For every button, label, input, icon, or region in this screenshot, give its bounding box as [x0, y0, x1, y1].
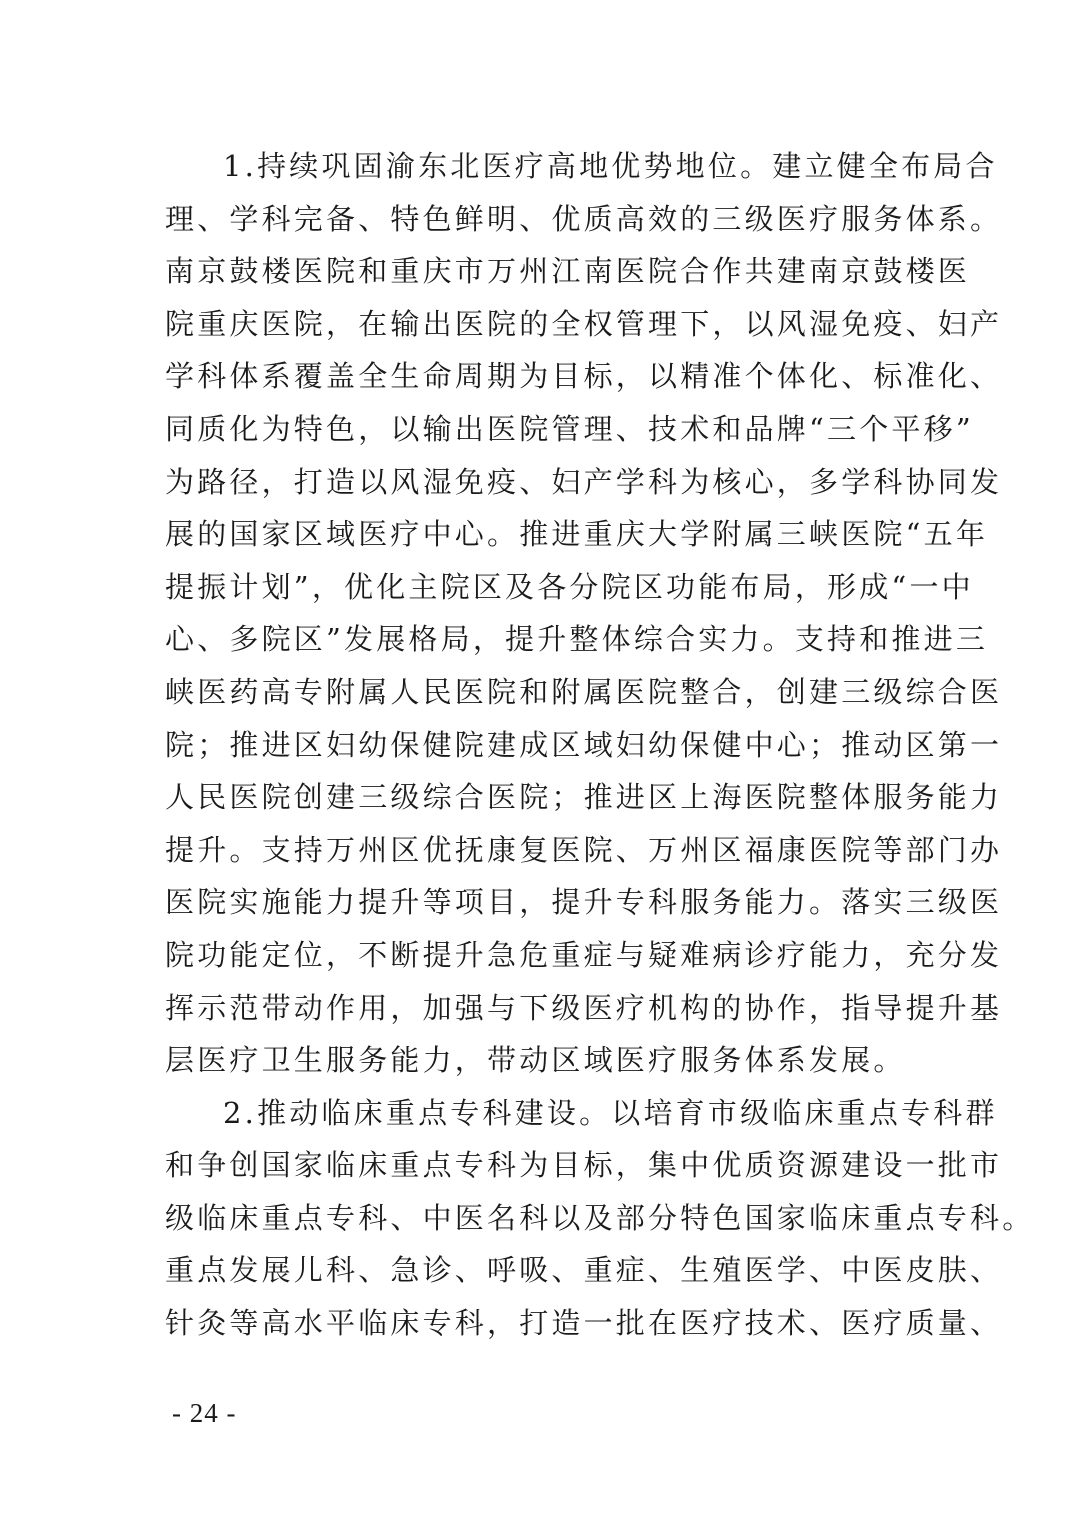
paragraph-1-line-5: 学科体系覆盖全生命周期为目标，以精准个体化、标准化、 — [165, 359, 1003, 394]
paragraph-1-line-18: 层医疗卫生服务能力，带动区域医疗服务体系发展。 — [165, 1043, 906, 1078]
paragraph-1-line-6: 同质化为特色，以输出医院管理、技术和品牌“三个平移” — [165, 411, 974, 446]
paragraph-1-line-4: 院重庆医院，在输出医院的全权管理下，以风湿免疫、妇产 — [165, 306, 1003, 341]
paragraph-1-line-12: 院；推进区妇幼保健院建成区域妇幼保健中心；推动区第一 — [165, 727, 1003, 762]
paragraph-1-line-16: 院功能定位，不断提升急危重症与疑难病诊疗能力，充分发 — [165, 937, 1003, 972]
paragraph-1-line-13: 人民医院创建三级综合医院；推进区上海医院整体服务能力 — [165, 780, 1003, 815]
paragraph-2-line-3: 级临床重点专科、中医名科以及部分特色国家临床重点专科。 — [165, 1200, 1035, 1235]
paragraph-1-line-11: 峡医药高专附属人民医院和附属医院整合，创建三级综合医 — [165, 674, 1003, 709]
paragraph-1-line-7: 为路径，打造以风湿免疫、妇产学科为核心，多学科协同发 — [165, 464, 1003, 499]
paragraph-1-line-1: 1.持续巩固渝东北医疗高地优势地位。建立健全布局合 — [223, 149, 998, 183]
paragraph-1-line-17: 挥示范带动作用，加强与下级医疗机构的协作，指导提升基 — [165, 990, 1003, 1025]
paragraph-1-line-10: 心、多院区”发展格局，提升整体综合实力。支持和推进三 — [165, 622, 989, 657]
paragraph-1-line-14: 提升。支持万州区优抚康复医院、万州区福康医院等部门办 — [165, 832, 1003, 867]
page-number: - 24 - — [172, 1398, 237, 1428]
body-text — [165, 140, 1035, 1350]
paragraph-1-line-15: 医院实施能力提升等项目，提升专科服务能力。落实三级医 — [165, 885, 1003, 920]
paragraph-2-line-4: 重点发展儿科、急诊、呼吸、重症、生殖医学、中医皮肤、 — [165, 1253, 1003, 1288]
paragraph-1-line-3: 南京鼓楼医院和重庆市万州江南医院合作共建南京鼓楼医 — [165, 254, 971, 289]
paragraph-1-line-2: 理、学科完备、特色鲜明、优质高效的三级医疗服务体系。 — [165, 201, 1003, 236]
paragraph-2-line-5: 针灸等高水平临床专科，打造一批在医疗技术、医疗质量、 — [165, 1306, 1003, 1341]
paragraph-1-line-9: 提振计划”，优化主院区及各分院区功能布局，形成“一中 — [165, 569, 974, 604]
paragraph-2-line-1: 2.推动临床重点专科建设。以培育市级临床重点专科群 — [223, 1095, 998, 1130]
paragraph-2-line-2: 和争创国家临床重点专科为目标，集中优质资源建设一批市 — [165, 1148, 1003, 1183]
paragraph-1-line-8: 展的国家区域医疗中心。推进重庆大学附属三峡医院“五年 — [165, 517, 989, 552]
